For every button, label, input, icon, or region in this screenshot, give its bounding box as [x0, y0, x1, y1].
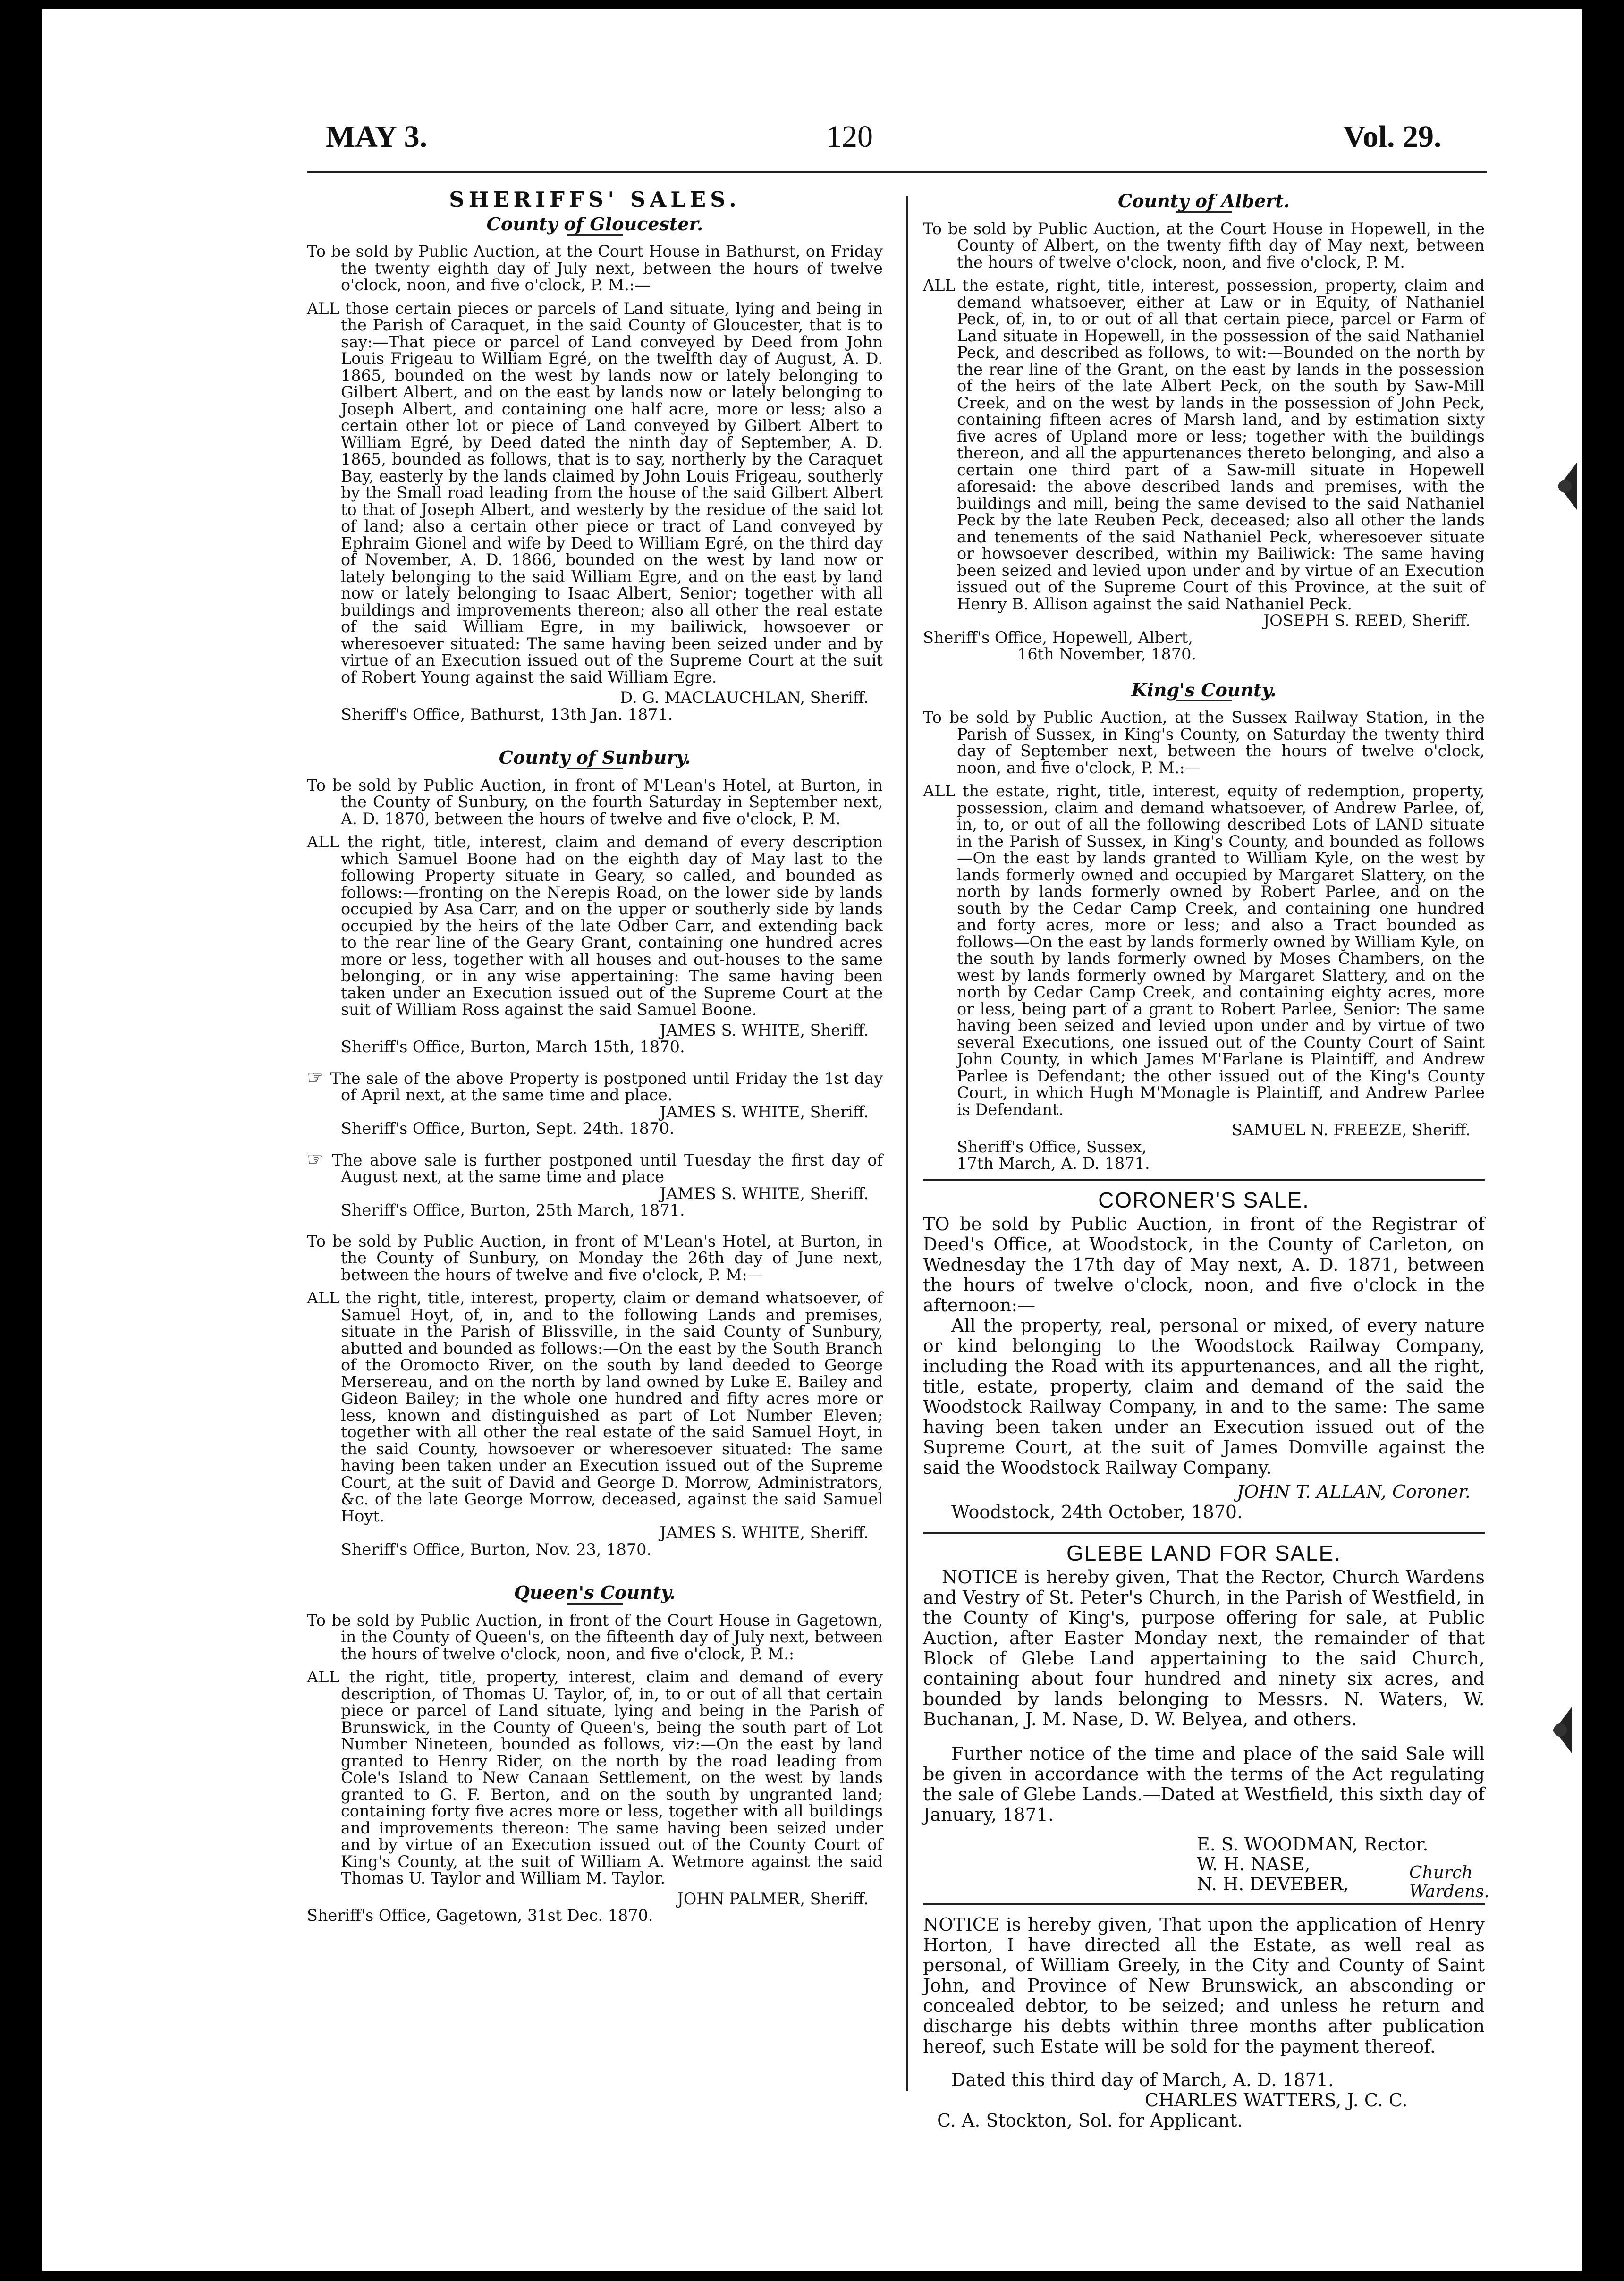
notice-intro: To be sold by Public Auction, in front of M'Lean's Hotel, at Burton, in the County of Sunbury, on Monday the 26th day of June next, between the hours of twelve and five o'clock, P. M:— — [307, 1232, 883, 1284]
notice-coroner — [923, 1187, 1485, 1522]
notice-intro: To be sold by Public Auction, in front of the Court House in Gagetown, in the County of Queen's, on the fifteenth day of July next, between the hours of twelve o'clock, noon, and five o'clock, P. M.: — [307, 1611, 883, 1663]
glebe-text: Further notice of the time and place of the said Sale will be given in accordance with the terms of the Act regulating the sale of Glebe Lands.—Dated at Westfield, this sixth day of January, 1871. — [923, 1743, 1485, 1825]
notice-intro: To be sold by Public Auction, at the Sussex Railway Station, in the Parish of Sussex, in King's County, on Saturday the twenty third day of September next, between the hours of twelve o'clock, noon, and five o'clock, P. M.:— — [923, 708, 1485, 777]
left-column — [307, 189, 883, 1951]
watters-solicitor: C. A. Stockton, Sol. for Applicant. — [937, 2110, 1243, 2131]
notice-body: ALL the estate, right, title, interest, equity of redemption, property, possession, claim and demand whatsoever, of Andrew Parlee, of, in, to, or out of all the following described Lots of LAND situate in the Parish of Sussex, in King's County, and bounded as follows—On the east by lands granted to William Kyle, on the west by lands formerly owned and occupied by Margaret Slattery, on the north by lands formerly owned by Robert Parlee, and on the south by the Cedar Camp Creek, and containing one hundred and forty acres, more or less; and also a Tract bounded as follows—On the east by lands formerly owned by William Kyle, on the south by lands formerly owned by Moses Chambers, on the west by lands formerly owned by Margaret Slattery, and on the north by Cedar Camp Creek, and containing eighty acres, more or less, being part of a grant to Robert Parlee, Senior: The same having been seized and levied upon under and by virtue of two several Executions, one issued out of the County Court of Saint John County, in which James M'Farlane is Plaintiff, and Andrew Parlee is Defendant; the other issued out of the King's County Court, in which Hugh M'Monagle is Plaintiff, and Andrew Parlee is Defendant. — [923, 782, 1485, 1119]
pointing-hand-icon: ☞ — [307, 1066, 330, 1089]
county-heading: County of Albert. — [1117, 190, 1290, 211]
coroner-text: All the property, real, personal or mixed, of every nature or kind belonging to the Woodstock Railway Company, including the Road with its appurtenances, and all the right, title, estate, property, claim and demand of the said the Woodstock Railway Company, in and to the same: The same having been taken under an Execution issued out of the Supreme Court, at the suit of James Domville against the said the Woodstock Railway Company. — [923, 1315, 1485, 1478]
page-number: 120 — [826, 119, 873, 154]
right-column — [923, 189, 1489, 2131]
notice-body: ALL the right, title, property, interest, claim and demand of every description, of Thomas U. Taylor, of, in, to or out of all that certain piece or parcel of Land situate, lying and being in the Parish of Brunswick, in the County of Queen's, being the south part of Lot Number Nineteen, bounded as follows, viz:—On the east by land granted to Henry Rider, on the north by the road leading from Cole's Island to New Canaan Settlement, on the west by lands granted to G. F. Berton, and on the south by ungranted land; containing forty five acres more or less, together with all buildings and improvements thereon: The same having been seized under and by virtue of an Execution issued out of the County Court of King's County, at the suit of William A. Wetmore against the said Thomas U. Taylor and William M. Taylor. — [307, 1668, 883, 1887]
notice-body: ALL those certain pieces or parcels of Land situate, lying and being in the Parish of Caraquet, in the said County of Gloucester, that is to say:—That piece or parcel of Land conveyed by Deed from John Louis Frigeau to William Egré, on the twelfth day of August, A. D. 1865, bounded on the west by lands now or lately belonging to Gilbert Albert, and on the east by lands now or lately belonging to Joseph Albert, and containing one half acre, more or less; also a certain other lot or piece of Land conveyed by Gilbert Albert to William Egré, by Deed dated the ninth day of September, A. D. 1865, bounded as follows, that is to say, northerly by the Caraquet Bay, easterly by the lands claimed by John Louis Frigeau, southerly by the Small road leading from the house of the said Gilbert Albert to that of Joseph Albert, and westerly by the residue of the said lot of land; also a certain other piece or tract of Land conveyed by Ephraim Gionel and wife by Deed to William Egré, on the third day of November, A. D. 1866, bounded on the west by land now or lately belonging to the said William Egre, and on the east by land now or lately belonging to Isaac Albert, Senior; together with all buildings and improvements thereon; also all other the real estate of the said William Egre, in my bailiwick, howsoever or wheresoever situated: The same having been seized under and by virtue of an Execution issued out of the Supreme Court at the suit of Robert Young against the said William Egre. — [307, 299, 883, 686]
notice-queens — [307, 1584, 883, 1924]
notice-signature: JOHN PALMER, Sheriff. — [677, 1889, 869, 1908]
coroner-office: Woodstock, 24th October, 1870. — [951, 1501, 1243, 1522]
county-heading: County of Gloucester. — [486, 213, 703, 235]
newspaper-page — [42, 9, 1582, 2271]
coroner-text: TO be sold by Public Auction, in front of the Registrar of Deed's Office, at Woodstock, in the County of Carleton, on Wednesday the 17th day of May next, A. D. 1871, between the hours of twelve o'clock, noon, and five o'clock in the afternoon:— — [923, 1213, 1485, 1316]
notice-office-date: 16th November, 1870. — [1017, 645, 1197, 663]
issue-date: MAY 3. — [326, 119, 428, 154]
glebe-signature-rector: E. S. WOODMAN, Rector. — [1197, 1833, 1429, 1855]
divider-rule — [923, 1532, 1485, 1534]
postponement-notice — [307, 1148, 883, 1186]
divider-rule — [923, 1179, 1485, 1181]
wardens-label-line: Church — [1409, 1863, 1473, 1883]
punch-hole-icon — [1539, 1707, 1572, 1754]
notice-office: Sheriff's Office, Gagetown, 31st Dec. 1870. — [307, 1906, 653, 1925]
postponement-notice — [307, 1066, 883, 1104]
notice-signature: JAMES S. WHITE, Sheriff. — [660, 1184, 869, 1203]
postponement-text: The sale of the above Property is postponed until Friday the 1st day of April next, at the same time and place. — [330, 1069, 883, 1104]
notice-office: Sheriff's Office, Hopewell, Albert, — [923, 628, 1193, 647]
section-title: SHERIFFS' SALES. — [449, 187, 741, 212]
notice-watters — [923, 1915, 1485, 2131]
notice-signature: SAMUEL N. FREEZE, Sheriff. — [1231, 1121, 1471, 1139]
notice-signature: JOSEPH S. REED, Sheriff. — [1263, 611, 1471, 630]
glebe-text: NOTICE is hereby given, That the Rector, Church Wardens and Vestry of St. Peter's Church, in the Parish of Westfield, in the County of King's, purpose offering for sale, at Public Auction, after Easter Monday next, the remainder of that Block of Glebe Land appertaining to the said Church, containing about four hundred and ninety six acres, and bounded by lands belonging to Messrs. N. Waters, W. Buchanan, J. M. Nase, D. W. Belyea, and others. — [923, 1566, 1485, 1730]
notice-signature: JAMES S. WHITE, Sheriff. — [660, 1021, 869, 1039]
notice-sunbury — [307, 749, 883, 1558]
glebe-signature-warden: W. H. NASE, — [1197, 1853, 1311, 1875]
notice-kings — [923, 679, 1485, 1173]
notice-office: Sheriff's Office, Sussex, — [957, 1137, 1147, 1156]
wardens-label — [1409, 1864, 1489, 1901]
notice-office: Sheriff's Office, Burton, 25th March, 1871. — [341, 1201, 685, 1219]
postponement-text: The above sale is further postponed until Tuesday the first day of August next, at the same time and place — [332, 1150, 883, 1186]
watters-text: NOTICE is hereby given, That upon the application of Henry Horton, I have directed all the Estate, as well real as personal, of William Greely, in the City and County of Saint John, and Province of New Brunswick, an absconding or concealed debtor, to be seized; and unless he return and discharge his debts within three months after publication hereof, such Estate will be sold for the payment thereof. — [923, 1914, 1485, 2057]
glebe-signature-warden: N. H. DEVEBER, — [1197, 1873, 1349, 1894]
notice-office: Sheriff's Office, Bathurst, 13th Jan. 1871. — [341, 705, 673, 724]
notice-office: Sheriff's Office, Burton, Sept. 24th. 1870. — [341, 1119, 675, 1138]
divider-rule — [923, 1903, 1485, 1905]
notice-signature: D. G. MACLAUCHLAN, Sheriff. — [620, 688, 869, 707]
wardens-label-line: Wardens. — [1409, 1882, 1489, 1901]
county-heading: King's County. — [1131, 679, 1277, 701]
county-heading: County of Sunbury. — [499, 747, 691, 768]
wardens-block — [1197, 1853, 1489, 1901]
county-heading: Queen's County. — [514, 1582, 676, 1603]
watters-date: Dated this third day of March, A. D. 1871. — [951, 2069, 1334, 2090]
header-rule — [307, 171, 1487, 173]
column-rule — [906, 196, 908, 2091]
notice-body: ALL the estate, right, title, interest, possession, property, claim and demand whatsoever, either at Law or in Equity, of Nathaniel Peck, of, in, to or out of all that certain piece, parcel or Farm of Land situate in Hopewell, in the possession of the said Nathaniel Peck, and described as follows, to wit:—Bounded on the north by the rear line of the Grant, on the east by lands in the possession of the heirs of the late Albert Peck, on the south by Saw-Mill Creek, and on the west by lands in the possession of John Peck, containing fifteen acres of Marsh land, and by estimation sixty five acres of Upland more or less; together with the buildings thereon, and all the appurtenances thereto belonging, and also a certain one third part of a Saw-mill situate in Hopewell aforesaid: the above described lands and premises, with the buildings and mill, being the same devised to the said Nathaniel Peck by the late Reuben Peck, deceased; also all other the lands and tenements of the said Nathaniel Peck, wheresoever situate or howsoever described, within my Bailiwick: The same having been seized and levied upon under and by virtue of an Execution issued out of the Supreme Court of this Province, at the suit of Henry B. Allison against the said Nathaniel Peck. — [923, 276, 1485, 613]
notice-office: Sheriff's Office, Burton, March 15th, 1870. — [341, 1038, 685, 1056]
watters-signature: CHARLES WATTERS, J. C. C. — [1145, 2089, 1408, 2111]
glebe-heading: GLEBE LAND FOR SALE. — [1066, 1540, 1341, 1565]
glebe-signatures — [1197, 1833, 1489, 1901]
notice-glebe — [923, 1540, 1489, 1901]
punch-hole-icon — [1544, 463, 1577, 510]
notice-intro: To be sold by Public Auction, at the Court House in Hopewell, in the County of Albert, on the twenty fifth day of May next, between the hours of twelve o'clock, noon, and five o'clock, P. M. — [923, 219, 1485, 271]
notice-body: ALL the right, title, interest, property, claim or demand whatsoever, of Samuel Hoyt, of, in, and to the following Lands and premises, situate in the Parish of Blissville, in the said County of Sunbury, abutted and bounded as follows:—On the east by the South Branch of the Oromocto River, on the south by land deeded to George Mersereau, and on the north by land owned by Luke E. Bailey and Gideon Bailey; in the whole one hundred and fifty acres more or less, known and distinguished as part of Lot Number Eleven; together with all other the real estate of the said Samuel Hoyt, in the said County, howsoever or wheresoever situated: The same having been taken under an Execution issued out of the Supreme Court, at the suit of David and George D. Morrow, Administrators, &c. of the late George Morrow, deceased, against the said Samuel Hoyt. — [307, 1289, 883, 1525]
coroner-heading: CORONER'S SALE. — [1098, 1187, 1310, 1212]
notice-intro: To be sold by Public Auction, in front of M'Lean's Hotel, at Burton, in the County of Sunbury, on the fourth Saturday in September next, A. D. 1870, between the hours of twelve and five o'clock, P. M. — [307, 776, 883, 828]
notice-albert — [923, 190, 1485, 663]
notice-signature: JAMES S. WHITE, Sheriff. — [660, 1102, 869, 1121]
notice-gloucester — [307, 213, 883, 724]
pointing-hand-icon: ☞ — [307, 1148, 332, 1170]
notice-office-date: 17th March, A. D. 1871. — [957, 1154, 1150, 1173]
notice-intro: To be sold by Public Auction, at the Court House in Bathurst, on Friday the twenty eighth day of July next, between the hours of twelve o'clock, noon, and five o'clock, P. M.:— — [307, 242, 883, 294]
volume-number: Vol. 29. — [1343, 119, 1442, 154]
coroner-signature: JOHN T. ALLAN, Coroner. — [1236, 1481, 1471, 1502]
notice-body: ALL the right, title, interest, claim and demand of every description which Samuel Boone had on the eighth day of May last to the following Property situate in Geary, so called, and bounded as follows:—fronting on the Nerepis Road, on the lower side by lands occupied by Asa Carr, and on the upper or southerly side by lands occupied by the heirs of the late Odber Carr, and extending back to the rear line of the Geary Grant, containing one hundred acres more or less, together with all houses and out-houses to the same belonging, or in any wise appertaining: The same having been taken under an Execution issued out of the Supreme Court at the suit of William Ross against the said Samuel Boone. — [307, 833, 883, 1019]
notice-office: Sheriff's Office, Burton, Nov. 23, 1870. — [341, 1540, 652, 1559]
notice-signature: JAMES S. WHITE, Sheriff. — [660, 1523, 869, 1542]
